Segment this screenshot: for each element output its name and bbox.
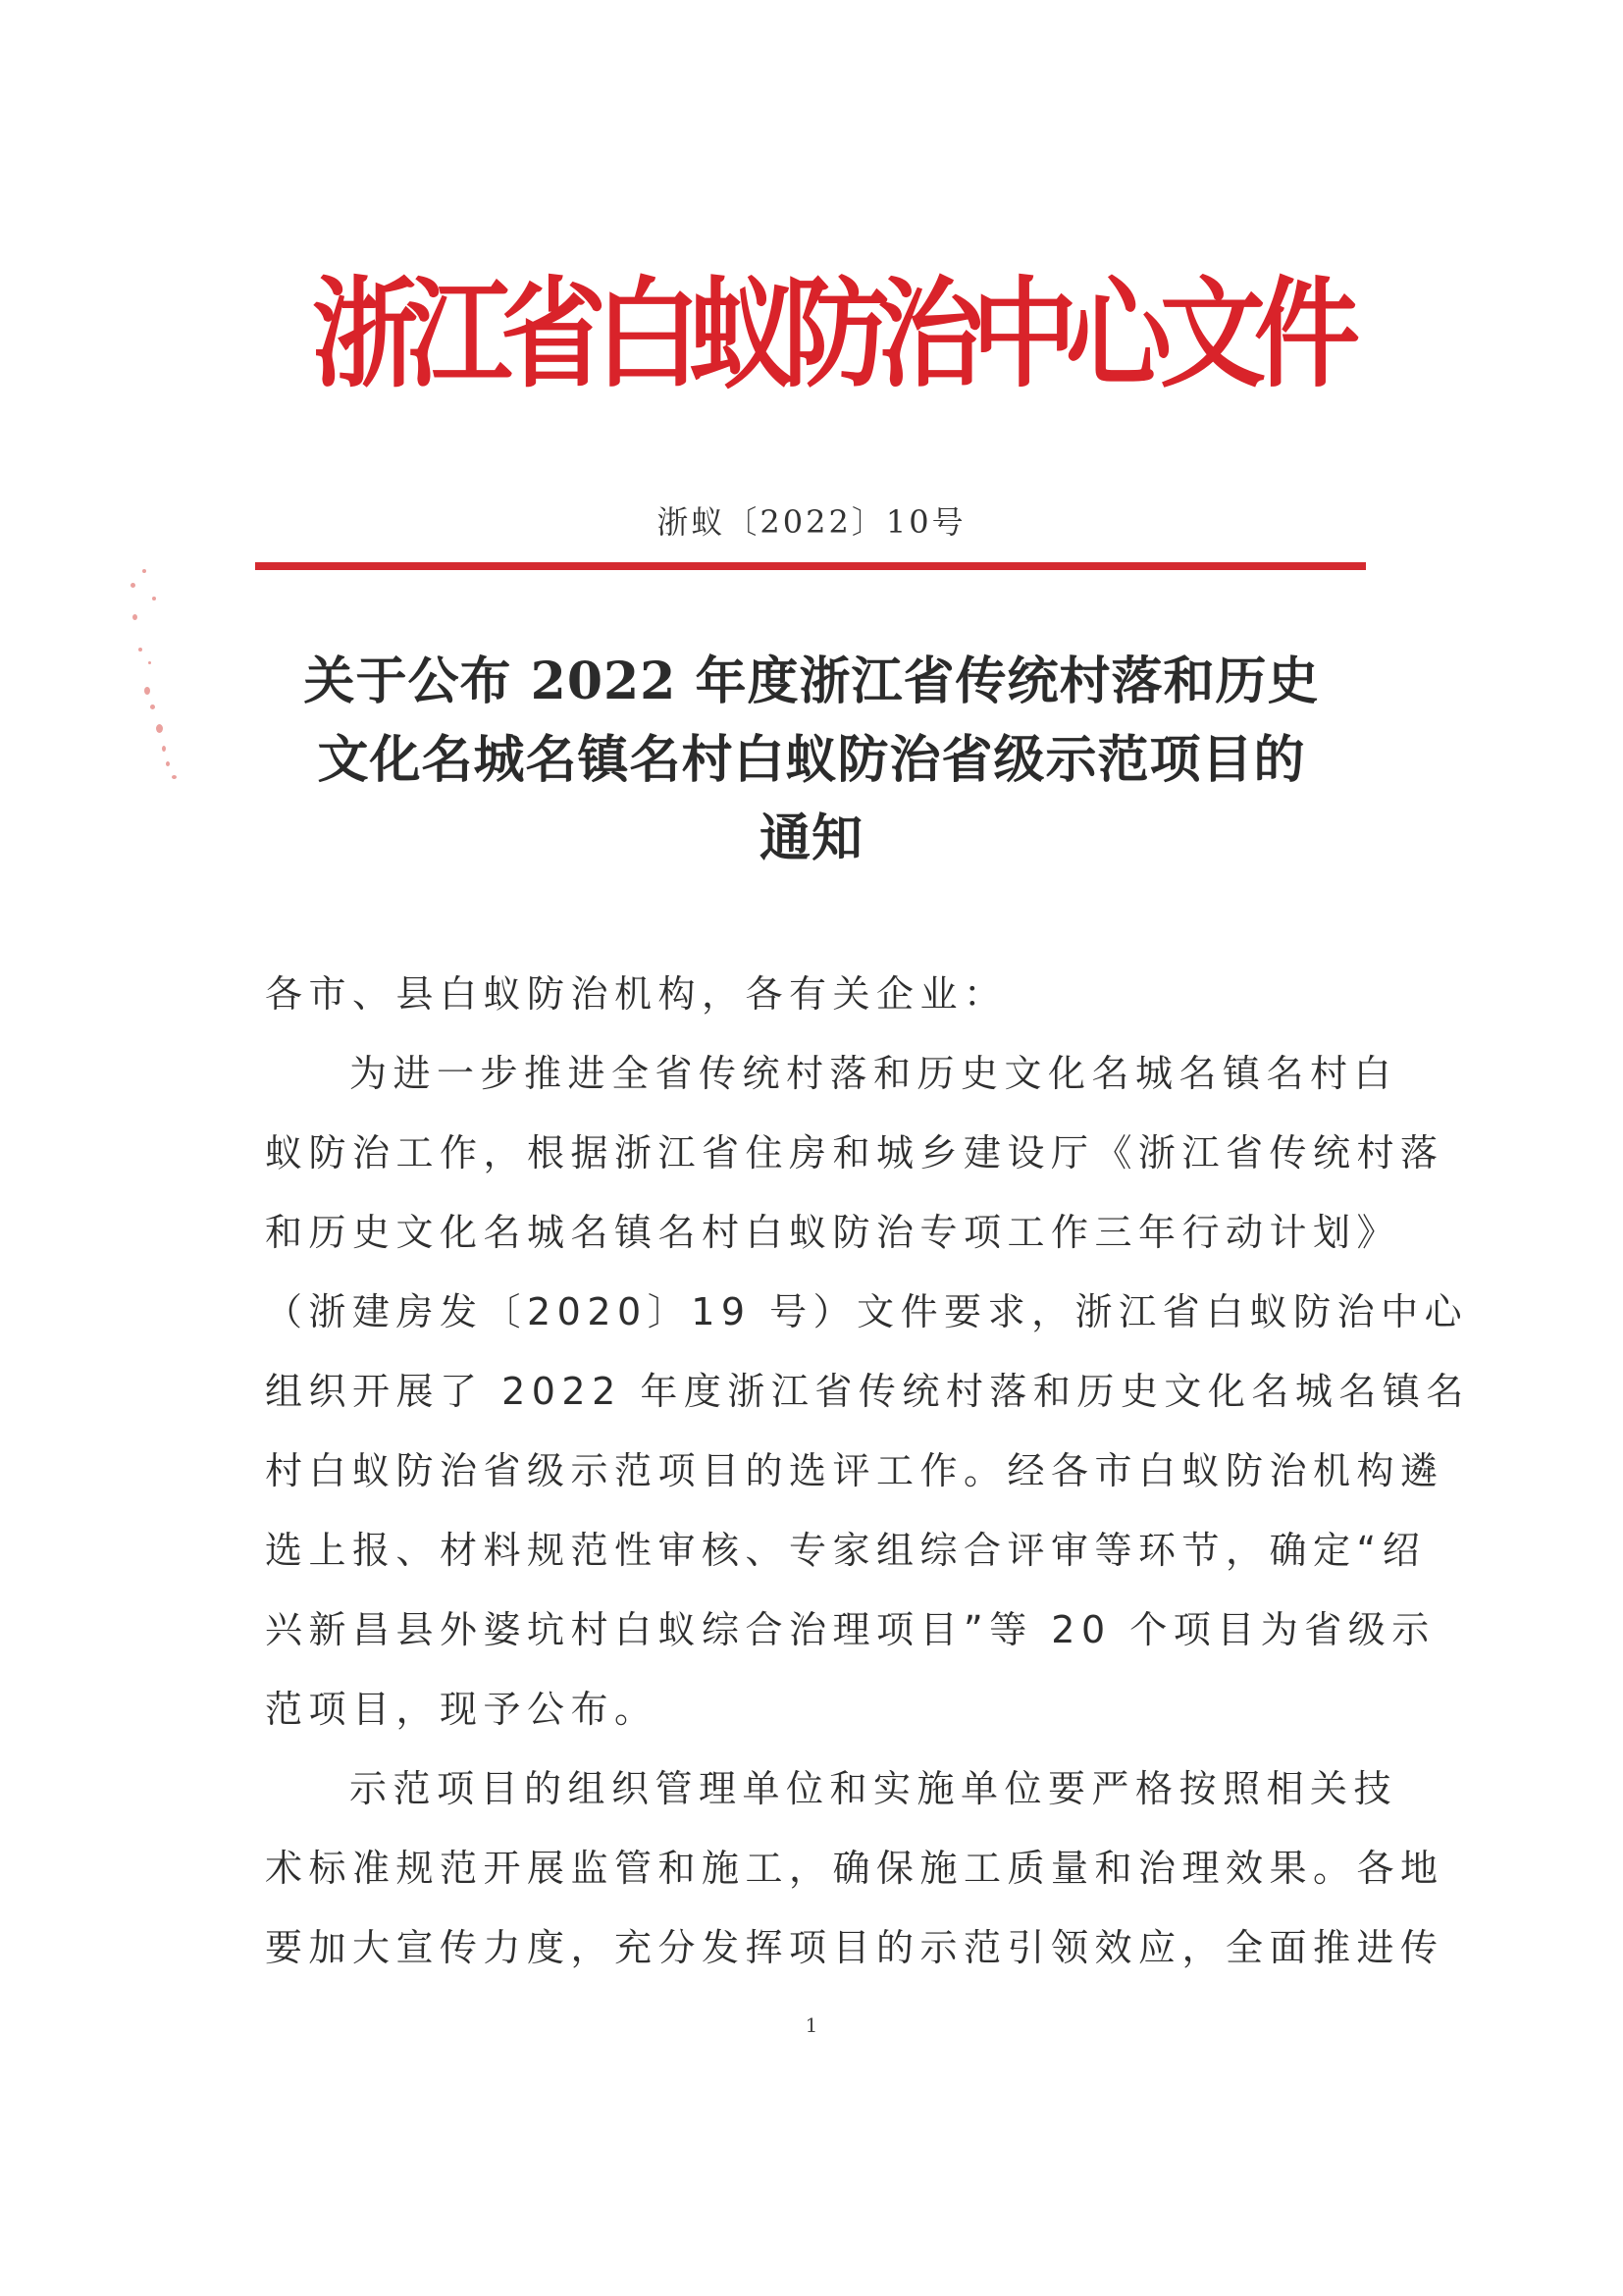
body-line: 蚁防治工作，根据浙江省住房和城乡建设厅《浙江省传统村落 [265, 1131, 1444, 1174]
masthead-char: 蚁 [689, 265, 796, 404]
red-divider-rule [255, 562, 1366, 570]
body-line: 范项目，现予公布。 [265, 1688, 658, 1731]
masthead-char: 省 [500, 265, 607, 404]
body-line: 和历史文化名城名镇名村白蚁防治专项工作三年行动计划》 [265, 1211, 1401, 1254]
masthead-char: 江 [406, 265, 513, 404]
page-number: 1 [805, 2013, 818, 2037]
document-body [265, 966, 1470, 2000]
body-line: 要加大宣传力度，充分发挥项目的示范引领效应，全面推进传 [265, 1926, 1444, 1969]
masthead-char: 浙 [312, 265, 419, 404]
title-line: 关于公布 2022 年度浙江省传统村落和历史 [303, 652, 1320, 711]
body-line: 村白蚁防治省级示范项目的选评工作。经各市白蚁防治机构遴 [265, 1449, 1444, 1492]
document-title [257, 643, 1366, 878]
masthead-char: 中 [971, 265, 1078, 404]
masthead-char: 件 [1254, 265, 1361, 404]
stamp-bleed-marks [113, 559, 191, 785]
body-line: 选上报、材料规范性审核、专家组综合评审等环节，确定“绍 [265, 1529, 1427, 1572]
body-line: 术标准规范开展监管和施工，确保施工质量和治理效果。各地 [265, 1847, 1444, 1890]
masthead-char: 防 [783, 265, 890, 404]
salutation: 各市、县白蚁防治机构，各有关企业： [265, 972, 1008, 1016]
masthead-char: 文 [1160, 265, 1267, 404]
masthead-char: 白 [595, 265, 702, 404]
body-line: 示范项目的组织管理单位和实施单位要严格按照相关技 [349, 1767, 1398, 1810]
masthead-title [312, 265, 1361, 404]
document-number: 浙蚁〔2022〕10号 [656, 503, 967, 541]
title-line: 通知 [759, 809, 864, 868]
body-line: 组织开展了 2022 年度浙江省传统村落和历史文化名城名镇名 [265, 1370, 1470, 1413]
body-line: 兴新昌县外婆坑村白蚁综合治理项目”等 20 个项目为省级示 [265, 1608, 1436, 1651]
body-line: （浙建房发〔2020〕19 号）文件要求，浙江省白蚁防治中心 [265, 1290, 1469, 1333]
title-line: 文化名城名镇名村白蚁防治省级示范项目的 [317, 730, 1306, 790]
body-line: 为进一步推进全省传统村落和历史文化名城名镇名村白 [349, 1052, 1398, 1095]
masthead-char: 心 [1066, 265, 1173, 404]
masthead-char: 治 [877, 265, 984, 404]
